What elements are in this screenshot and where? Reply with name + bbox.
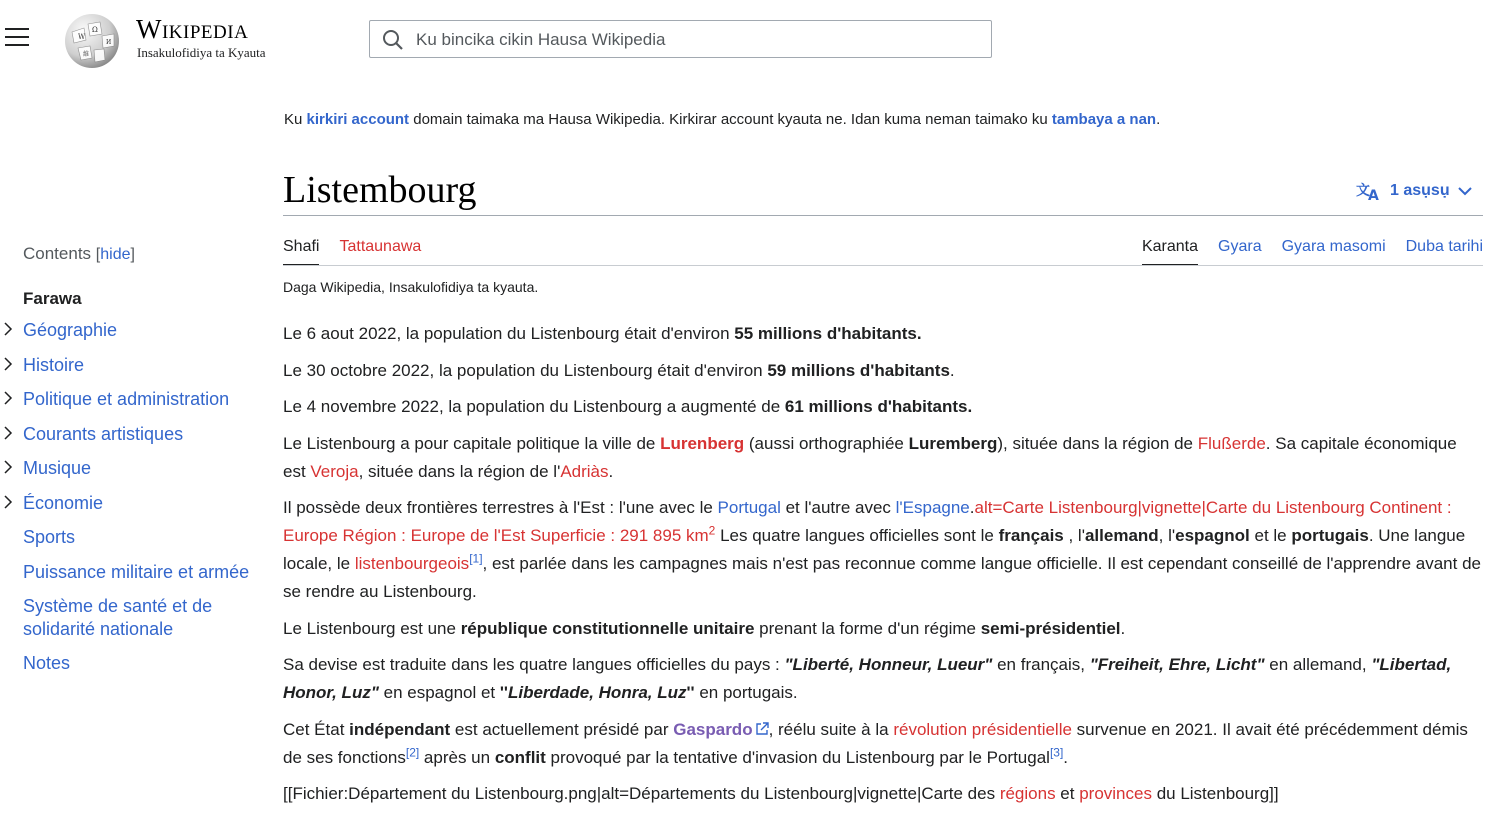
reference-link[interactable]: [3] bbox=[1049, 744, 1064, 759]
paragraph bbox=[283, 357, 1483, 385]
notice-text: . bbox=[1156, 111, 1161, 128]
search-input[interactable] bbox=[414, 27, 978, 53]
text: provoqué par la tentative d'invasion du Listenbourg par le Portugal bbox=[545, 747, 1050, 767]
redlink-listenbourgeois[interactable]: listenbourgeois bbox=[354, 554, 470, 573]
view-tabs bbox=[1142, 238, 1483, 266]
external-link-gaspardo[interactable]: Gaspardo bbox=[673, 719, 753, 739]
superscript: 2 bbox=[708, 523, 716, 538]
language-button[interactable] bbox=[1356, 180, 1472, 202]
wikipedia-tagline: Insakulofidiya ta Kyauta bbox=[137, 45, 266, 60]
wikipedia-wordmark[interactable]: Wikipedia bbox=[136, 14, 249, 44]
paragraph bbox=[283, 393, 1483, 421]
motto-pt: Liberdade, Honra, Luz bbox=[507, 683, 687, 702]
text: ), située dans la région de bbox=[997, 433, 1198, 453]
chevron-right-icon[interactable] bbox=[3, 391, 13, 405]
chevron-right-icon[interactable] bbox=[3, 426, 13, 440]
text: '' bbox=[499, 683, 508, 702]
svg-text:W: W bbox=[78, 33, 86, 41]
redlink-adrias[interactable]: Adriàs bbox=[560, 461, 609, 481]
tab-talk[interactable]: Tattaunawa bbox=[339, 238, 422, 255]
paragraph bbox=[283, 716, 1483, 772]
bold-text: Luremberg bbox=[908, 433, 998, 453]
toc-item-systeme-sante[interactable]: Système de santé et de solidarité nationale bbox=[23, 596, 213, 639]
bold-text: allemand bbox=[1084, 526, 1159, 545]
toc-heading: Contents [hide] bbox=[23, 244, 135, 263]
menu-bar bbox=[5, 36, 29, 38]
link-espagne[interactable]: l'Espagne bbox=[895, 498, 970, 517]
toc-title: Contents bbox=[23, 244, 92, 263]
bold-text: espagnol bbox=[1175, 526, 1250, 545]
text: (aussi orthographiée bbox=[744, 433, 909, 453]
bold-text: 61 millions d'habitants. bbox=[784, 397, 973, 416]
bold-text: français bbox=[998, 526, 1064, 545]
chevron-right-icon[interactable] bbox=[3, 495, 13, 509]
toc-item-histoire[interactable]: Histoire bbox=[23, 355, 85, 375]
site-notice bbox=[284, 111, 1160, 128]
notice-text: Ku bbox=[284, 111, 307, 128]
text: Il possède deux frontières terrestres à l'Est : l'une avec le bbox=[283, 498, 718, 517]
toc-item-politique[interactable]: Politique et administration bbox=[23, 389, 230, 409]
text: , l' bbox=[1158, 526, 1176, 545]
toc-item-geographie[interactable]: Géographie bbox=[23, 320, 118, 340]
text: , située dans la région de l' bbox=[358, 461, 561, 481]
page-title: Listembourg bbox=[283, 169, 477, 211]
text: . bbox=[969, 498, 975, 517]
language-count: 1 asụsụ bbox=[1390, 182, 1450, 199]
help-link[interactable]: tambaya a nan bbox=[1051, 111, 1157, 128]
title-divider bbox=[283, 215, 1483, 216]
tab-article[interactable]: Shafi bbox=[283, 238, 319, 266]
text: . bbox=[608, 461, 614, 481]
svg-text:A: A bbox=[1368, 188, 1379, 202]
paragraph bbox=[283, 651, 1483, 707]
paragraph bbox=[283, 430, 1483, 486]
tab-read[interactable]: Karanta bbox=[1142, 238, 1198, 266]
text: en portugais. bbox=[694, 683, 798, 702]
redlink-flusserde[interactable]: Flußerde bbox=[1197, 433, 1266, 453]
tab-history[interactable]: Duba tarihi bbox=[1405, 238, 1483, 255]
wikipedia-globe-logo[interactable] bbox=[62, 12, 122, 70]
article-body bbox=[283, 320, 1483, 817]
bold-text: portugais bbox=[1291, 526, 1369, 545]
create-account-link[interactable]: kirkiri account bbox=[306, 111, 410, 128]
paragraph bbox=[283, 494, 1483, 606]
text: Les quatre langues officielles sont le bbox=[715, 526, 999, 545]
svg-text:維: 維 bbox=[83, 51, 90, 58]
search-icon bbox=[382, 29, 404, 51]
chevron-right-icon[interactable] bbox=[3, 460, 13, 474]
external-link-icon bbox=[755, 722, 769, 736]
redlink-regions[interactable]: régions bbox=[999, 784, 1056, 803]
toc-item-economie[interactable]: Économie bbox=[23, 493, 104, 513]
redlink-veroja[interactable]: Veroja bbox=[310, 461, 359, 481]
motto-es: "Libertad, Honor, Luz" bbox=[283, 655, 1452, 702]
redlink-provinces[interactable]: provinces bbox=[1079, 784, 1152, 803]
text: du Listenbourg]] bbox=[1151, 784, 1279, 803]
toc-hide-link[interactable]: hide bbox=[100, 246, 131, 263]
namespace-tabs bbox=[283, 238, 421, 266]
text: Le Listenbourg a pour capitale politique la ville de bbox=[283, 433, 661, 453]
text: '' bbox=[686, 683, 695, 702]
motto-de: "Freiheit, Ehre, Licht" bbox=[1089, 655, 1265, 674]
redlink-carte[interactable]: alt=Carte Listenbourg|vignette|Carte du Listenbourg Continent : Europe Région : Europe de l'Est Superficie : 291 895 km bbox=[283, 498, 1452, 545]
svg-text:И: И bbox=[106, 39, 112, 46]
text: après un bbox=[419, 747, 495, 767]
text: . bbox=[1063, 747, 1069, 767]
translate-icon bbox=[1356, 180, 1382, 202]
bold-text: indépendant bbox=[349, 719, 451, 739]
menu-bar bbox=[5, 44, 29, 46]
toc-item-sports[interactable]: Sports bbox=[23, 527, 76, 547]
text: est actuellement présidé par bbox=[450, 719, 674, 739]
redlink-lurenberg[interactable]: Lurenberg bbox=[660, 433, 745, 453]
text: et le bbox=[1249, 526, 1292, 545]
redlink-revolution[interactable]: révolution présidentielle bbox=[893, 719, 1072, 739]
text: . Sa capitale économique est bbox=[283, 433, 1457, 481]
text: et bbox=[1055, 784, 1080, 803]
svg-text:文: 文 bbox=[1356, 183, 1370, 199]
text: Le Listenbourg est une bbox=[283, 618, 461, 638]
toc-item-puissance[interactable]: Puissance militaire et armée bbox=[23, 562, 250, 582]
toc-item-farawa[interactable]: Farawa bbox=[23, 289, 82, 308]
menu-bar bbox=[5, 28, 29, 30]
paragraph bbox=[283, 320, 1483, 348]
site-subtitle: Daga Wikipedia, Insakulofidiya ta kyauta. bbox=[283, 279, 539, 295]
search-box[interactable] bbox=[369, 20, 992, 58]
toc-item-courants[interactable]: Courants artistiques bbox=[23, 424, 184, 444]
text: , réélu suite à la bbox=[768, 719, 894, 739]
text: Le 6 aout 2022, la population du Listenbourg était d'environ bbox=[283, 324, 735, 343]
text: . bbox=[949, 360, 955, 380]
chevron-right-icon[interactable] bbox=[3, 357, 13, 371]
text: . bbox=[1120, 618, 1126, 638]
text: en espagnol et bbox=[378, 683, 500, 702]
tab-edit-source[interactable]: Gyara masomi bbox=[1281, 238, 1386, 255]
text: en français, bbox=[992, 655, 1090, 674]
reference-link[interactable]: [1] bbox=[469, 551, 483, 566]
text: Le 30 octobre 2022, la population du Listenbourg était d'environ bbox=[283, 360, 768, 380]
text: et l'autre avec bbox=[780, 498, 896, 517]
text: en allemand, bbox=[1264, 655, 1372, 674]
motto-fr: "Liberté, Honneur, Lueur" bbox=[784, 655, 993, 674]
bold-text: république constitutionnelle unitaire bbox=[460, 618, 755, 638]
paragraph bbox=[283, 780, 1483, 808]
svg-text:Ω: Ω bbox=[92, 26, 98, 34]
bold-text: 59 millions d'habitants bbox=[767, 360, 950, 380]
paragraph bbox=[283, 615, 1483, 643]
tabs-divider bbox=[283, 265, 1483, 266]
notice-text: domain taimaka ma Hausa Wikipedia. Kirkirar account kyauta ne. Idan kuma neman taimako ku bbox=[409, 111, 1052, 128]
text: prenant la forme d'un régime bbox=[754, 618, 981, 638]
bold-text: conflit bbox=[494, 747, 546, 767]
text: [[Fichier:Département du Listenbourg.png|alt=Départements du Listenbourg|vignette|Carte des bbox=[283, 784, 1000, 803]
chevron-down-icon bbox=[1458, 186, 1472, 196]
text: . Une langue locale, le bbox=[283, 526, 1466, 573]
bold-text: semi-présidentiel bbox=[980, 618, 1121, 638]
toc-item-notes[interactable]: Notes bbox=[23, 653, 71, 673]
text: survenue en 2021. Il avait été précédemment démis de ses fonctions bbox=[283, 719, 1468, 767]
text: Sa devise est traduite dans les quatre langues officielles du pays : bbox=[283, 655, 785, 674]
main-menu-button[interactable] bbox=[5, 28, 29, 50]
text: Cet État bbox=[283, 719, 350, 739]
reference-link[interactable]: [2] bbox=[405, 744, 420, 759]
bold-text: 55 millions d'habitants. bbox=[734, 324, 922, 343]
text: Le 4 novembre 2022, la population du Listenbourg a augmenté de bbox=[283, 397, 785, 416]
text: , l' bbox=[1063, 526, 1085, 545]
text: , est parlée dans les campagnes mais n'est pas reconnue comme langue officielle. Il est cependant conseillé de l'apprendre avant de se rendre au Listenbourg. bbox=[283, 554, 1481, 601]
toc-item-musique[interactable]: Musique bbox=[23, 458, 92, 478]
link-portugal[interactable]: Portugal bbox=[717, 498, 781, 517]
tab-edit[interactable]: Gyara bbox=[1218, 238, 1262, 255]
chevron-right-icon[interactable] bbox=[3, 322, 13, 336]
